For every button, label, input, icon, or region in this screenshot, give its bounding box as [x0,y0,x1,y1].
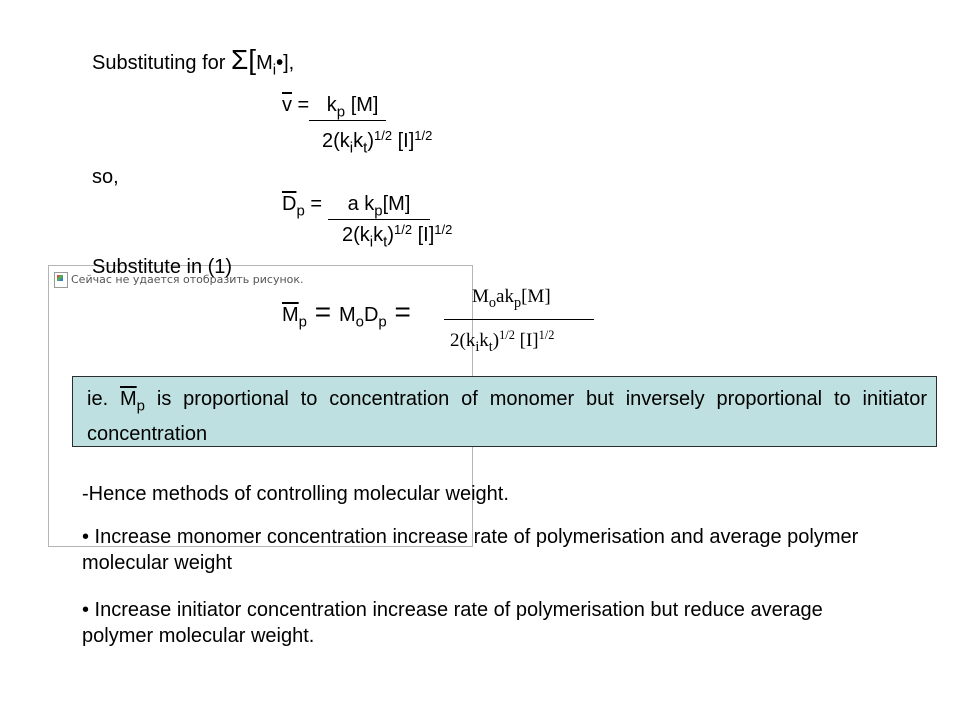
equation-dp-denominator: $2(k_ik_t)^{1/2}$ $[I]^{1/2}$ [342,222,453,251]
equation-dp-numerator: $\overline{D}_p = a$ $k_p[M]$ [282,193,430,220]
substitute-text: Substitute in (1) [92,256,233,278]
hence-text: -Hence methods of controlling molecular weight. [82,483,509,505]
image-unavailable-caption: Сейчас не удается отобразить рисунок. [71,273,304,286]
bullet-initiator: • Increase initiator concentration increase rate of polymerisation but reduce average polymer molecular weight. [82,599,823,647]
broken-image-icon [54,272,68,288]
equation-mp-fraction-denominator: $2(k_ik_t)^{1/2}$ $[I]^{1/2}$ [450,328,555,355]
equation-v-denominator: $2(k_ik_t)^{1/2}$ $[I]^{1/2}$ [322,128,433,157]
fraction-line: a $k_p[M]$ [328,193,431,220]
heading-substituting: Substituting for $\Sigma[M_i•]$, [92,44,295,79]
equation-v-numerator: $\overline{v} = k_p$ [M] [282,94,386,121]
conclusion-text: ie. $\overline{M}_p$ is proportional to concentration of monomer but inversely proportional to initiator concentration [87,388,927,446]
fraction-bar [444,319,594,320]
fraction-line: $k_p$ [M] [309,94,387,121]
equation-mp-lhs: $\overline{M}_p = M_oD_p$ = [282,296,411,331]
sigma-symbol: Σ[ [230,44,257,75]
equation-mp-fraction-numerator: $M_oak_p[M]$ [472,286,551,311]
so-text: so, [92,166,119,188]
bullet-monomer: • Increase monomer concentration increase rate of polymerisation and average polymer molecular weight [82,526,859,574]
conclusion-highlight-box [72,376,937,447]
